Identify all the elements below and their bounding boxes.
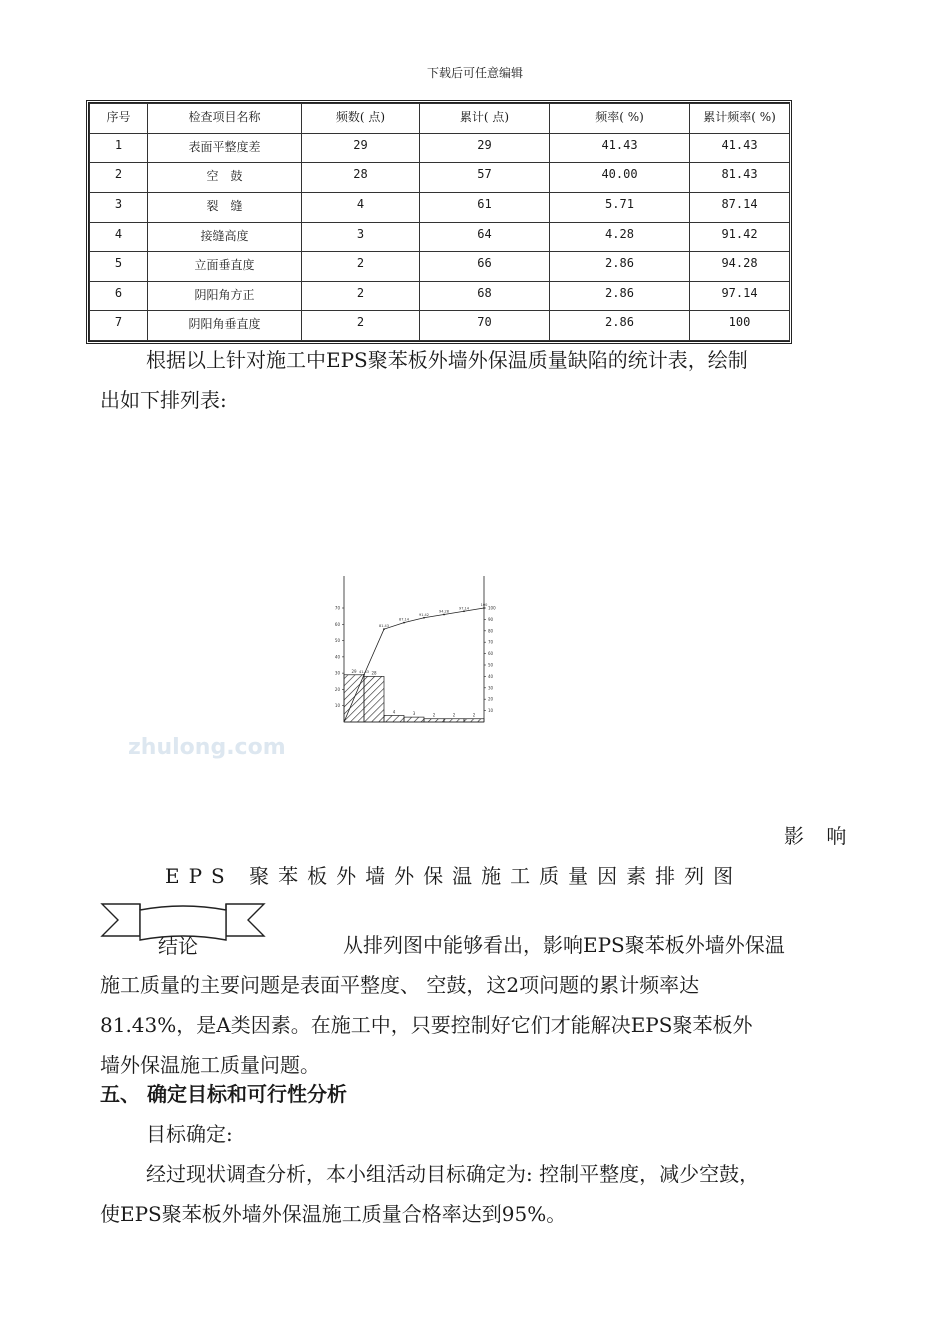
- table-row: [90, 252, 790, 282]
- cumulative-point-label: 94.28: [438, 609, 450, 614]
- cumulative-point-label: 97.14: [458, 606, 470, 611]
- cumulative-point-label: 87.14: [398, 617, 410, 622]
- table-cell: 立面垂直度: [148, 252, 302, 282]
- statistics-table: [86, 100, 792, 344]
- table-row: [90, 281, 790, 311]
- cumulative-point-label: 91.42: [418, 612, 430, 617]
- conclusion-paragraph: [100, 925, 860, 1085]
- left-tick-label: 40: [334, 654, 340, 660]
- right-tick-label: 20: [488, 696, 494, 702]
- section-five-title: 五、 确定目标和可行性分析: [100, 1082, 347, 1106]
- bar-label: 3: [412, 711, 416, 717]
- cumulative-point: [443, 614, 445, 616]
- table-header-cell: 序号: [90, 104, 148, 134]
- table-cell: 2: [90, 163, 148, 193]
- table-cell: 61: [420, 192, 550, 222]
- bar-label: 29: [351, 668, 357, 674]
- left-tick-label: 50: [334, 638, 340, 644]
- left-tick-label: 20: [334, 686, 340, 692]
- table-cell: 2.86: [550, 311, 690, 341]
- bar-label: 2: [452, 712, 456, 718]
- table-cell: 64: [420, 222, 550, 252]
- bar: [464, 719, 484, 722]
- bar-label: 2: [472, 712, 476, 718]
- right-tick-label: 60: [488, 651, 494, 657]
- table-cell: 100: [690, 311, 790, 341]
- table-cell: 2.86: [550, 281, 690, 311]
- table-cell: 裂 缝: [148, 192, 302, 222]
- table-row: [90, 163, 790, 193]
- right-tick-label: 30: [488, 685, 494, 691]
- cumulative-point: [423, 617, 425, 619]
- cumulative-point: [383, 628, 385, 630]
- table-cell: 57: [420, 163, 550, 193]
- table-cell: 2: [302, 281, 420, 311]
- left-tick-label: 60: [334, 621, 340, 627]
- table-row: [90, 311, 790, 341]
- table-cell: 91.42: [690, 222, 790, 252]
- table-cell: 70: [420, 311, 550, 341]
- conclusion-line-3: 81.43%，是A类因素。在施工中，只要控制好它们才能解决EPS聚苯板外: [100, 1013, 753, 1037]
- table-cell: 40.00: [550, 163, 690, 193]
- bar: [444, 719, 464, 722]
- bar: [424, 719, 444, 722]
- cumulative-point: [483, 607, 485, 609]
- table-cell: 5: [90, 252, 148, 282]
- right-tick-label: 50: [488, 662, 494, 668]
- paragraph-intro-line-1: 根据以上针对施工中EPS聚苯板外墙外保温质量缺陷的统计表，绘制: [146, 348, 748, 372]
- right-tick-label: 10: [488, 708, 494, 714]
- table-cell: 7: [90, 311, 148, 341]
- table-cell: 66: [420, 252, 550, 282]
- goal-line-1: 经过现状调查分析，本小组活动目标确定为: 控制平整度，减少空鼓，: [146, 1162, 760, 1186]
- table-cell: 3: [302, 222, 420, 252]
- table-cell: 94.28: [690, 252, 790, 282]
- conclusion-label: 结论: [158, 934, 198, 958]
- bar: [404, 717, 424, 722]
- table-cell: 4: [302, 192, 420, 222]
- cumulative-point: [463, 610, 465, 612]
- table-header-cell: 频率( %): [550, 104, 690, 134]
- table-cell: 2: [302, 252, 420, 282]
- watermark: zhulong.com: [128, 735, 286, 760]
- table-cell: 81.43: [690, 163, 790, 193]
- table-cell: 87.14: [690, 192, 790, 222]
- bar-label: 2: [432, 712, 436, 718]
- table-cell: 41.43: [690, 133, 790, 163]
- paragraph-intro-line-2: 出如下排列表:: [100, 388, 227, 412]
- table-cell: 阴阳角垂直度: [148, 311, 302, 341]
- chart-caption: EPS 聚苯板外墙外保温施工质量因素排列图: [165, 864, 743, 888]
- conclusion-line-4: 墙外保温施工质量问题。: [100, 1053, 320, 1077]
- statistics-table-grid: [89, 103, 790, 341]
- left-tick-label: 10: [334, 703, 340, 709]
- table-cell: 阴阳角方正: [148, 281, 302, 311]
- pareto-chart: [326, 562, 508, 742]
- table-cell: 空 鼓: [148, 163, 302, 193]
- paragraph-intro: [100, 340, 860, 420]
- table-cell: 2: [302, 311, 420, 341]
- cumulative-point: [403, 622, 405, 624]
- goal-line-2: 使EPS聚苯板外墙外保温施工质量合格率达到95%。: [100, 1202, 567, 1226]
- table-header-cell: 累计频率( %): [690, 104, 790, 134]
- table-cell: 97.14: [690, 281, 790, 311]
- bar-label: 4: [392, 709, 396, 715]
- table-header-cell: 检查项目名称: [148, 104, 302, 134]
- conclusion-line-2: 施工质量的主要问题是表面平整度、 空鼓，这2项问题的累计频率达: [100, 973, 700, 997]
- bar-label: 28: [371, 670, 377, 676]
- table-cell: 4.28: [550, 222, 690, 252]
- table-row: [90, 222, 790, 252]
- table-row: [90, 133, 790, 163]
- table-cell: 68: [420, 281, 550, 311]
- table-cell: 2.86: [550, 252, 690, 282]
- table-cell: 3: [90, 192, 148, 222]
- page-header: 下载后可任意编辑: [426, 66, 523, 80]
- right-tick-label: 70: [488, 639, 494, 645]
- table-cell: 6: [90, 281, 148, 311]
- right-tick-label: 80: [488, 628, 494, 634]
- right-tick-label: 40: [488, 673, 494, 679]
- table-header-cell: 频数( 点): [302, 104, 420, 134]
- table-cell: 29: [420, 133, 550, 163]
- bar: [384, 715, 404, 722]
- conclusion-line-1: 从排列图中能够看出，影响EPS聚苯板外墙外保温: [343, 933, 785, 957]
- right-tick-label: 90: [488, 616, 494, 622]
- right-tick-label: 100: [488, 605, 496, 611]
- table-row: [90, 192, 790, 222]
- table-cell: 表面平整度差: [148, 133, 302, 163]
- cumulative-point-label: 100: [480, 603, 488, 607]
- left-tick-label: 70: [334, 605, 340, 611]
- cumulative-point: [363, 674, 365, 676]
- cumulative-point-label: 41.43: [358, 669, 370, 674]
- table-cell: 接缝高度: [148, 222, 302, 252]
- table-header-row: [90, 104, 790, 134]
- table-cell: 1: [90, 133, 148, 163]
- goal-label: 目标确定:: [146, 1122, 233, 1146]
- table-cell: 28: [302, 163, 420, 193]
- cumulative-point-label: 81.43: [378, 624, 390, 629]
- table-cell: 5.71: [550, 192, 690, 222]
- table-cell: 41.43: [550, 133, 690, 163]
- table-header-cell: 累计( 点): [420, 104, 550, 134]
- left-tick-label: 30: [334, 670, 340, 676]
- table-cell: 4: [90, 222, 148, 252]
- bar: [364, 676, 384, 722]
- goal-paragraph: [100, 1154, 860, 1234]
- table-cell: 29: [302, 133, 420, 163]
- influence-text: 影 响: [784, 824, 855, 848]
